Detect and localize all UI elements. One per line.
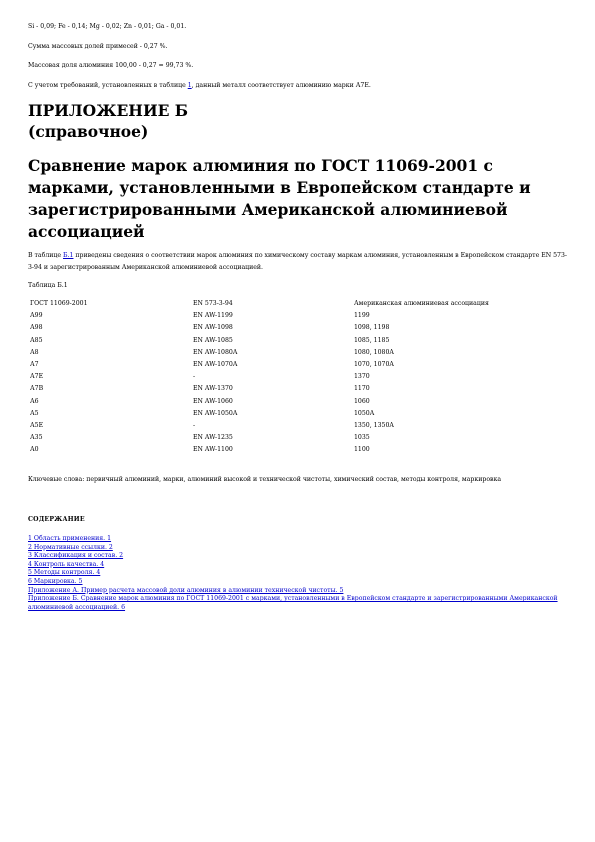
table-row bbox=[28, 446, 568, 458]
intro-paragraph bbox=[28, 250, 568, 273]
impurities-sum-line: Сумма массовых долей примесей - 0,27 %. bbox=[28, 43, 168, 50]
cell-aa: 1100 bbox=[354, 446, 370, 454]
cell-en: EN AW-1370 bbox=[193, 385, 233, 393]
cell-gost: А5Е bbox=[30, 421, 44, 429]
table-row bbox=[28, 373, 568, 385]
table-b1-link[interactable]: Б.1 bbox=[63, 252, 74, 259]
cell-gost: А98 bbox=[30, 324, 43, 332]
cell-gost: А35 bbox=[30, 434, 43, 442]
cell-gost: А7 bbox=[30, 360, 39, 368]
table-header-row bbox=[28, 300, 568, 312]
cell-en: - bbox=[193, 373, 196, 381]
cell-aa: 1080, 1080A bbox=[354, 348, 394, 356]
toc-link-marking[interactable]: 6 Маркировка. 5 bbox=[28, 577, 83, 585]
toc-link-appendix-a[interactable]: Приложение А. Пример расчета массовой доли алюминия в алюминии технической чистоты. 5 bbox=[28, 586, 344, 594]
toc-link-scope[interactable]: 1 Область применения. 1 bbox=[28, 535, 112, 542]
grades-table bbox=[28, 300, 568, 458]
cell-en: EN AW-1235 bbox=[193, 434, 233, 442]
conclusion-text-start: С учетом требований, установленных в таблице bbox=[28, 82, 188, 89]
cell-aa: 1070, 1070A bbox=[354, 360, 394, 368]
intro-text-end: приведены сведения о соответствии марок алюминия по химическому составу маркам алюминия, установленным в Европейском стандарте EN 573-3-94 и зарегистрированным Американской алюминиевой ассоциацией. bbox=[28, 252, 568, 271]
toc-link-normative-references[interactable]: 2 Нормативные ссылки. 2 bbox=[28, 543, 113, 551]
toc-heading: СОДЕРЖАНИЕ bbox=[28, 516, 85, 523]
cell-en: EN AW-1085 bbox=[193, 336, 233, 344]
conclusion-text-end: , данный металл соответствует алюминию марки А7Е. bbox=[191, 82, 371, 89]
cell-gost: А7В bbox=[30, 385, 44, 393]
header-gost: ГОСТ 11069-2001 bbox=[30, 300, 88, 307]
cell-gost: А8 bbox=[30, 348, 39, 356]
cell-gost: А7Е bbox=[30, 373, 44, 381]
impurities-line: Si - 0,09; Fe - 0,14; Mg - 0,02; Zn - 0,01; Ga - 0,01. bbox=[28, 23, 187, 30]
cell-aa: 1060 bbox=[354, 397, 370, 405]
table-row bbox=[28, 337, 568, 349]
table-caption: Таблица Б.1 bbox=[28, 282, 68, 289]
conclusion-line bbox=[28, 82, 371, 90]
table-of-contents bbox=[28, 535, 573, 612]
cell-en: EN AW-1098 bbox=[193, 324, 233, 332]
cell-en: EN AW-1100 bbox=[193, 446, 233, 454]
table-row bbox=[28, 324, 568, 336]
cell-aa: 1199 bbox=[354, 312, 370, 320]
table-row bbox=[28, 434, 568, 446]
cell-aa: 1370 bbox=[354, 373, 370, 381]
toc-link-classification[interactable]: 3 Классификация и состав. 2 bbox=[28, 552, 124, 560]
cell-en: EN AW-1080A bbox=[193, 348, 238, 356]
toc-link-appendix-b[interactable]: Приложение Б. Сравнение марок алюминия по ГОСТ 11069-2001 с марками, установленными в Европейском стандарте и зарегистрированными Американской алюминиевой ассоциацией. 6 bbox=[28, 595, 558, 611]
header-aa: Американская алюминиевая ассоциация bbox=[354, 300, 489, 307]
toc-link-test-methods[interactable]: 5 Методы контроля. 4 bbox=[28, 569, 101, 577]
cell-gost: А6 bbox=[30, 397, 39, 405]
cell-en: EN AW-1070A bbox=[193, 360, 238, 368]
keywords-paragraph: Ключевые слова: первичный алюминий, марки, алюминий высокой и технической чистоты, химический состав, методы контроля, маркировка bbox=[28, 476, 502, 483]
table-row bbox=[28, 361, 568, 373]
cell-gost: А0 bbox=[30, 446, 39, 454]
cell-en: EN AW-1060 bbox=[193, 397, 233, 405]
cell-gost: А85 bbox=[30, 336, 43, 344]
cell-aa: 1050A bbox=[354, 409, 375, 417]
toc-link-quality-control[interactable]: 4 Контроль качества. 4 bbox=[28, 560, 105, 568]
table-row bbox=[28, 410, 568, 422]
table-1-link[interactable]: 1 bbox=[187, 82, 192, 89]
table-row bbox=[28, 422, 568, 434]
table-row bbox=[28, 349, 568, 361]
appendix-label: ПРИЛОЖЕНИЕ Б bbox=[28, 101, 189, 120]
cell-en: EN AW-1050A bbox=[193, 409, 238, 417]
cell-en: - bbox=[193, 421, 196, 429]
cell-gost: А5 bbox=[30, 409, 39, 417]
appendix-note: (справочное) bbox=[28, 122, 149, 141]
table-row bbox=[28, 398, 568, 410]
cell-aa: 1085, 1185 bbox=[354, 336, 390, 344]
appendix-heading bbox=[28, 100, 188, 142]
cell-aa: 1035 bbox=[354, 434, 370, 442]
table-row bbox=[28, 312, 568, 324]
intro-text-start: В таблице bbox=[28, 252, 64, 259]
appendix-title: Сравнение марок алюминия по ГОСТ 11069-2001 с марками, установленными в Европейском стандарте и зарегистрированными Американской алюминиевой ассоциацией bbox=[28, 156, 531, 241]
cell-aa: 1170 bbox=[354, 385, 370, 393]
header-en: EN 573-3-94 bbox=[193, 300, 233, 307]
cell-gost: А99 bbox=[30, 312, 43, 320]
cell-aa: 1350, 1350A bbox=[354, 421, 394, 429]
table-row bbox=[28, 385, 568, 397]
cell-en: EN AW-1199 bbox=[193, 312, 233, 320]
cell-aa: 1098, 1198 bbox=[354, 324, 390, 332]
aluminium-fraction-line: Массовая доля алюминия 100,00 - 0,27 = 99,73 %. bbox=[28, 62, 194, 69]
